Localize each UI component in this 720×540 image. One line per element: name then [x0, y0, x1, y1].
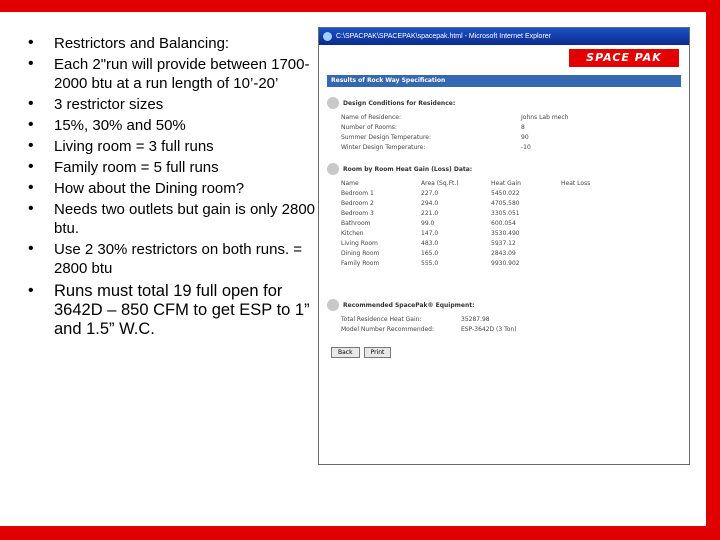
bullet-item: • Use 2 30% restrictors on both runs. = 2800 btu	[28, 240, 303, 277]
browser-titlebar	[319, 28, 689, 45]
kv-row: Model Number Recommended: ESP-3642D (3 Ton)	[341, 326, 517, 333]
table-row: Dining Room 165.0 2843.09	[341, 250, 516, 257]
slide-frame-top	[0, 0, 720, 12]
print-button[interactable]: Print	[364, 347, 392, 358]
bullet-item: • How about the Dining room?	[28, 179, 245, 197]
bullet-item: • Living room = 3 full runs	[28, 137, 214, 155]
slide-frame-right	[706, 0, 720, 540]
bullet-item: • 15%, 30% and 50%	[28, 116, 186, 134]
table-row: Bedroom 1 227.0 5450.022	[341, 190, 520, 197]
equipment-section-label: Recommended SpacePak® Equipment:	[327, 299, 681, 311]
bullet-item: • 3 restrictor sizes	[28, 95, 164, 113]
bullet-item: • Needs two outlets but gain is only 2800 btu.	[28, 200, 315, 237]
bullet-item: • Runs must total 19 full open for 3642D – 850 CFM to get ESP to 1” and 1.5” W.C.	[28, 282, 310, 338]
table-header: Name Area (Sq.Ft.) Heat Gain Heat Loss	[341, 180, 591, 187]
table-row: Living Room 483.0 5937.12	[341, 240, 516, 247]
slide-frame-bottom	[0, 526, 720, 540]
bullet-list	[28, 34, 328, 341]
room-section-label: Room by Room Heat Gain (Loss) Data:	[327, 163, 681, 175]
ie-icon	[323, 32, 332, 41]
kv-row: Summer Design Temperature: 90	[341, 134, 529, 141]
kv-row: Winter Design Temperature: -10	[341, 144, 531, 151]
table-row: Bedroom 3 221.0 3305.051	[341, 210, 520, 217]
room-table	[341, 179, 681, 269]
kv-row: Number of Rooms: 8	[341, 124, 525, 131]
design-conditions	[341, 113, 681, 153]
spacepak-logo: SPACE PAK	[569, 49, 679, 67]
browser-window	[318, 27, 690, 465]
bullet-item: • Restrictors and Balancing:	[28, 34, 230, 52]
bullet-item: • Family room = 5 full runs	[28, 158, 219, 176]
table-row: Family Room 555.0 9930.902	[341, 260, 520, 267]
section-bullet-icon	[327, 299, 339, 311]
section-bullet-icon	[327, 97, 339, 109]
equipment-box	[341, 315, 681, 335]
browser-title: C:\SPACPAK\SPACEPAK\spacepak.html - Microsoft Internet Explorer	[336, 33, 552, 40]
table-row: Bedroom 2 294.0 4705.580	[341, 200, 520, 207]
bullet-item: • Each 2"run will provide between 1700-2000 btu at a run length of 10’-20’	[28, 55, 310, 92]
results-bar: Results of Rock Way Specification	[327, 75, 681, 87]
design-section-label: Design Conditions for Residence:	[327, 97, 681, 109]
section-bullet-icon	[327, 163, 339, 175]
table-row: Kitchen 147.0 3530.490	[341, 230, 520, 237]
button-row	[331, 347, 681, 358]
kv-row: Name of Residence: Johns Lab mech	[341, 114, 569, 121]
kv-row: Total Residence Heat Gain: 35287.98	[341, 316, 490, 323]
table-row: Bathroom 99.0 600.054	[341, 220, 516, 227]
browser-page	[319, 45, 689, 364]
back-button[interactable]: Back	[331, 347, 360, 358]
